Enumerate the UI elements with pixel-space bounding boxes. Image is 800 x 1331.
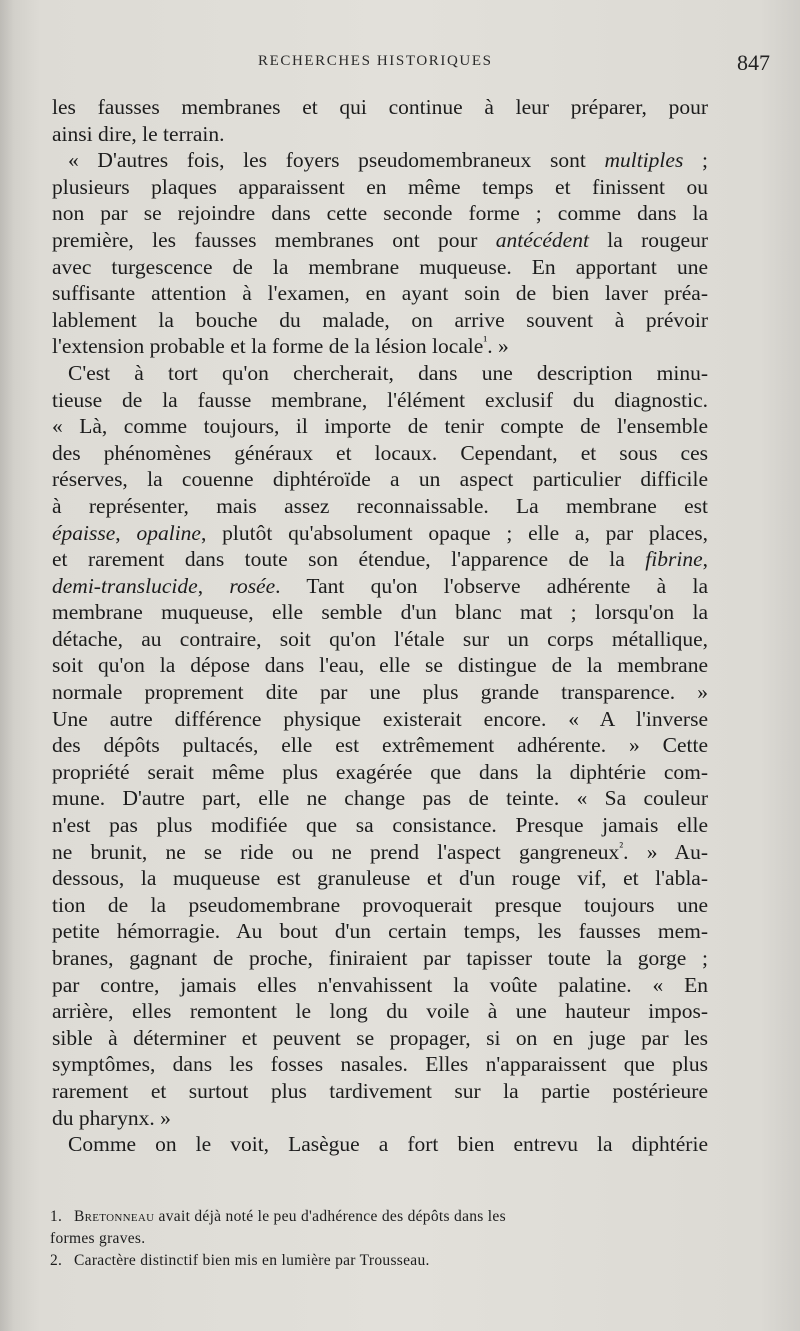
text-line: Comme on le voit, Lasègue a fort bien entrevu la diphtérie	[68, 1132, 708, 1157]
text-line: épaisse, opaline, plutôt qu'absolument opaque ; elle a, par places,	[52, 520, 708, 545]
text-line: « D'autres fois, les foyers pseudomembraneux sont multiples ;	[68, 148, 708, 173]
text-line: normale proprement dite par une plus grande transparence. »	[52, 680, 708, 705]
text-line: « Là, comme toujours, il importe de tenir compte de l'ensemble	[52, 414, 708, 439]
text-line: des phénomènes généraux et locaux. Cependant, et sous ces	[52, 440, 708, 465]
text-line: petite hémorragie. Au bout d'un certain temps, les fausses mem-	[52, 919, 708, 944]
text-line: ainsi dire, le terrain.	[52, 121, 225, 146]
text-line: réserves, la couenne diphtéroïde a un aspect particulier difficile	[52, 467, 708, 492]
text-line: soit qu'on la dépose dans l'eau, elle se distingue de la membrane	[52, 653, 708, 678]
text-line: sible à déterminer et peuvent se propager, si on en juge par les	[52, 1025, 708, 1050]
text-line: l'extension probable et la forme de la lésion locale$^{^1}$. »	[52, 333, 509, 359]
footnotes	[50, 1206, 710, 1272]
text-line: symptômes, dans les fosses nasales. Elles n'apparaissent que plus	[52, 1052, 708, 1077]
footnote-author: Bretonneau	[74, 1208, 155, 1225]
text-line: tieuse de la fausse membrane, l'élément exclusif du diagnostic.	[52, 387, 708, 412]
text-line: détache, au contraire, soit qu'on l'étale sur un corps métallique,	[52, 626, 708, 651]
page-number: 847	[737, 50, 770, 75]
page-header	[40, 50, 770, 80]
text-line: n'est pas plus modifiée que sa consistance. Presque jamais elle	[52, 813, 708, 838]
text-line: arrière, elles remontent le long du voile à une hauteur impos-	[52, 999, 708, 1024]
text-line: première, les fausses membranes ont pour antécédent la rougeur	[52, 227, 708, 252]
footnote-number: 2.	[50, 1252, 63, 1269]
text-line: les fausses membranes et qui continue à leur préparer, pour	[52, 95, 708, 119]
text-line: par contre, jamais elles n'envahissent la voûte palatine. « En	[52, 972, 708, 997]
text-line: suffisante attention à l'examen, en ayant soin de bien laver préa-	[52, 281, 708, 306]
text-line: mune. D'autre part, elle ne change pas de teinte. « Sa couleur	[52, 786, 708, 811]
footnote-text: Caractère distinctif bien mis en lumière par Trousseau.	[74, 1252, 430, 1269]
footnote-1-continuation: formes graves.	[50, 1230, 146, 1247]
text-line: rarement et surtout plus tardivement sur la partie postérieure	[52, 1078, 708, 1103]
text-line: C'est à tort qu'on chercherait, dans une description minu-	[68, 360, 708, 385]
text-line: membrane muqueuse, elle semble d'un blanc mat ; lorsqu'on la	[52, 600, 708, 625]
text-line: avec turgescence de la membrane muqueuse. En apportant une	[52, 254, 708, 279]
text-line: Une autre différence physique existerait encore. « A l'inverse	[52, 706, 708, 731]
footnote-number: 1.	[50, 1208, 63, 1225]
footnote-2	[50, 1250, 710, 1272]
footnote-1	[50, 1206, 710, 1228]
text-line: ne brunit, ne se ride ou ne prend l'aspect gangreneux$^{^2}$. » Au-	[52, 838, 708, 864]
text-line: plusieurs plaques apparaissent en même temps et finissent ou	[52, 174, 708, 199]
text-line: à représenter, mais assez reconnaissable. La membrane est	[52, 493, 708, 518]
text-line: branes, gagnant de proche, finiraient par tapisser toute la gorge ;	[52, 946, 708, 970]
text-line: du pharynx. »	[52, 1105, 171, 1130]
footnote-text: avait déjà noté le peu d'adhérence des dépôts dans les	[158, 1208, 506, 1225]
text-line: demi-translucide, rosée. Tant qu'on l'observe adhérente à la	[52, 573, 708, 598]
text-line: et rarement dans toute son étendue, l'apparence de la fibrine,	[52, 547, 708, 572]
text-line: non par se rejoindre dans cette seconde forme ; comme dans la	[52, 201, 708, 226]
text-line: des dépôts pultacés, elle est extrêmement adhérente. » Cette	[52, 733, 708, 758]
body-text	[52, 94, 708, 1158]
text-line: propriété serait même plus exagérée que dans la diphtérie com-	[52, 759, 708, 784]
running-title: RECHERCHES HISTORIQUES	[258, 53, 493, 69]
text-line: dessous, la muqueuse est granuleuse et d'un rouge vif, et l'abla-	[52, 866, 708, 891]
text-line: tion de la pseudomembrane provoquerait presque toujours une	[52, 892, 708, 917]
text-line: lablement la bouche du malade, on arrive souvent à prévoir	[52, 307, 708, 332]
